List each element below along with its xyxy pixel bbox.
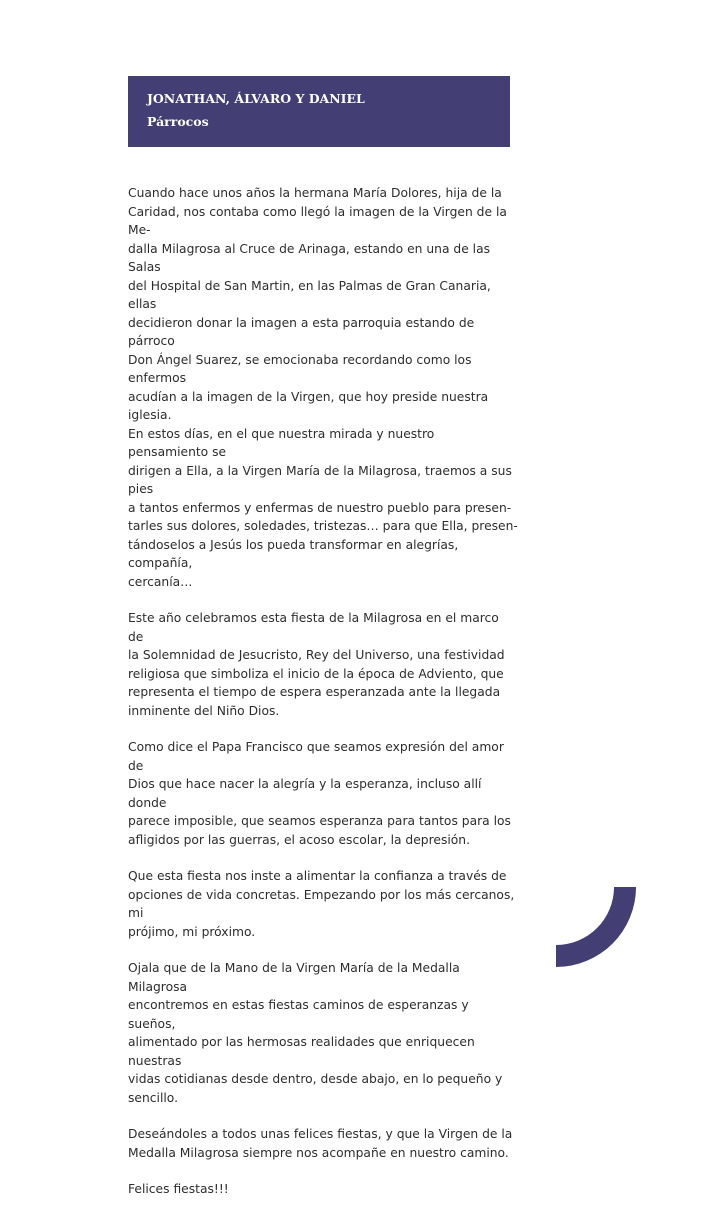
paragraph: Ojala que de la Mano de la Virgen María de la Medalla Milagrosa encontremos en estas fiestas caminos de esperanzas y sueños, alimentado por las hermosas realidades que enriquecen nuestras vidas cotidianas desde dentro, desde abajo, en lo pequeño y sencillo. [128,961,503,1105]
closing-line: Felices fiestas!!! [128,1182,229,1196]
author-role: Párrocos [147,114,209,129]
paragraph: Este año celebramos esta fiesta de la Milagrosa en el marco de la Solemnidad de Jesucristo, Rey del Universo, una festividad religiosa que simboliza el inicio de la época de Adviento, que representa el tiempo de espera esperanzada ante la llegada inminente del Niño Dios. [128,611,505,718]
decorative-corner-arc-icon [556,887,636,967]
paragraph: Deseándoles a todos unas felices fiestas, y que la Virgen de la Medalla Milagrosa siempre nos acompañe en nuestro camino. [128,1127,513,1160]
paragraph: Que esta fiesta nos inste a alimentar la confianza a través de opciones de vida concretas. Empezando por los más cercanos, mi prójimo, mi próximo. [128,869,515,939]
letter-body [128,184,518,1217]
author-header [128,76,510,147]
paragraph: Como dice el Papa Francisco que seamos expresión del amor de Dios que hace nacer la alegría y la esperanza, incluso allí donde parece imposible, que seamos esperanza para tantos para los afligidos por las guerras, el acoso escolar, la depresión. [128,740,511,847]
author-names: JONATHAN, ÁLVARO Y DANIEL [147,91,365,106]
paragraph: Cuando hace unos años la hermana María Dolores, hija de la Caridad, nos contaba como llegó la imagen de la Virgen de la Me- dalla Milagrosa al Cruce de Arinaga, estando en una de las Salas del Hospital de San Martin, en las Palmas de Gran Canaria, ellas decidieron donar la imagen a esta parroquia estando de párroco Don Ángel Suarez, se emocionaba recordando como los enfermos acudían a la imagen de la Virgen, que hoy preside nuestra iglesia. En estos días, en el que nuestra mirada y nuestro pensamiento se dirigen a Ella, a la Virgen María de la Milagrosa, traemos a sus pies a tantos enfermos y enfermas de nuestro pueblo para presen- tarles sus dolores, soledades, tristezas… para que Ella, presen- tándoselos a Jesús los pueda transformar en alegrías, compañía, cercanía… [128,186,518,589]
